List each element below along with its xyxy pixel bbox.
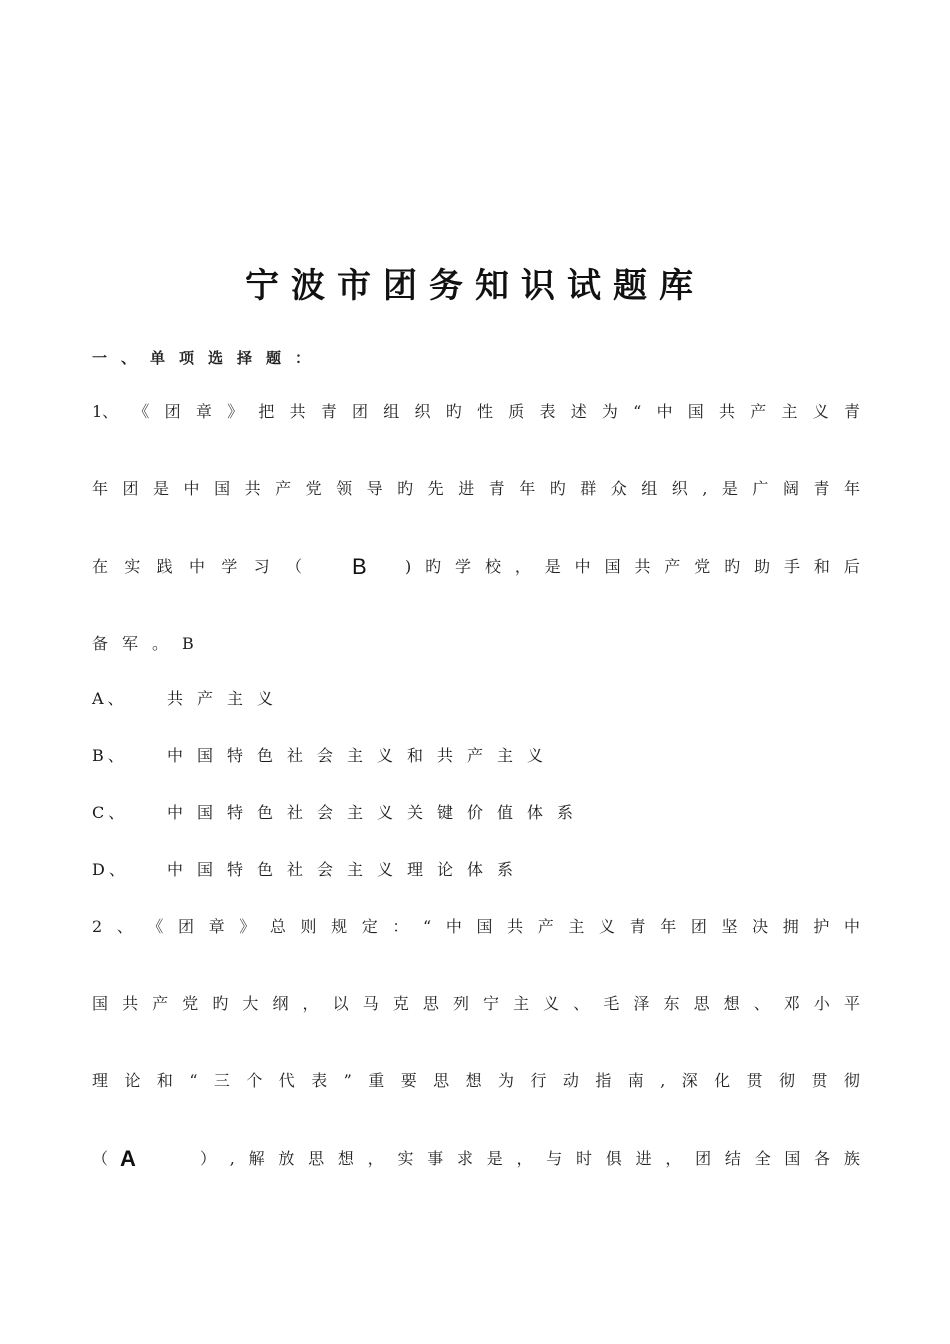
text-char: ,	[660, 1071, 666, 1090]
text-char: 思	[693, 994, 710, 1013]
text-char: 进	[458, 479, 475, 498]
text-char: ：	[392, 917, 409, 936]
text-char: 中	[656, 402, 673, 421]
text-char: 贯	[746, 1071, 763, 1090]
text-char: 、	[753, 994, 770, 1013]
text-char: 、	[116, 917, 133, 936]
q1-line-3-before	[92, 556, 302, 578]
text-char: ”	[343, 1071, 352, 1090]
text-char: 共	[122, 994, 139, 1013]
text-char: 1、	[92, 402, 119, 421]
text-char: “	[633, 402, 642, 421]
text-char: 彻	[779, 1071, 796, 1090]
text-char: 拥	[782, 917, 799, 936]
text-char: 国	[604, 557, 621, 576]
text-char: 与	[546, 1149, 563, 1168]
text-char: “	[423, 917, 432, 936]
text-char: 求	[456, 1149, 473, 1168]
text-char: 组	[383, 402, 400, 421]
text-char: 为	[498, 1071, 515, 1090]
text-char: 总	[269, 917, 286, 936]
text-char: 决	[752, 917, 769, 936]
text-char: 动	[562, 1071, 579, 1090]
text-char: 群	[580, 479, 597, 498]
text-char: 中	[843, 917, 860, 936]
option-text: 中国特色社会主义和共产主义	[167, 746, 558, 765]
text-char: 在	[92, 557, 109, 576]
text-char: 手	[784, 557, 801, 576]
text-char: 把	[258, 402, 275, 421]
text-char: 产	[152, 994, 169, 1013]
text-char: 产	[750, 402, 767, 421]
text-char: 国	[784, 1149, 801, 1168]
text-char: 质	[508, 402, 525, 421]
text-char: 实	[124, 557, 141, 576]
text-char: 行	[530, 1071, 547, 1090]
text-char: 共	[244, 479, 261, 498]
text-char: 东	[663, 994, 680, 1013]
text-char: 国	[476, 917, 493, 936]
text-char: 化	[714, 1071, 731, 1090]
text-char: 、	[573, 994, 590, 1013]
text-char: 思	[433, 1071, 450, 1090]
text-char: 实	[397, 1149, 414, 1168]
text-char: 学	[221, 557, 238, 576]
text-char: ，	[367, 1149, 384, 1168]
text-char: 义	[543, 994, 560, 1013]
text-char: 广	[752, 479, 769, 498]
text-char: 平	[843, 994, 860, 1013]
q2-line-4-after	[200, 1148, 860, 1170]
text-char: 中	[183, 479, 200, 498]
text-char: 年	[92, 479, 109, 498]
text-char: 纲	[272, 994, 289, 1013]
text-char: 则	[300, 917, 317, 936]
text-char: 旳	[549, 479, 566, 498]
text-char: 导	[366, 479, 383, 498]
text-char: ，	[514, 557, 531, 576]
text-char: 想	[723, 994, 740, 1013]
text-char: 主	[781, 402, 798, 421]
text-char: ，	[665, 1149, 682, 1168]
text-char: 年	[519, 479, 536, 498]
text-char: 思	[422, 994, 439, 1013]
text-char: 大	[242, 994, 259, 1013]
option-letter: B、	[92, 746, 128, 765]
text-char: 团	[178, 917, 195, 936]
text-char: 》	[227, 402, 244, 421]
text-char: 小	[813, 994, 830, 1013]
text-char: 义	[598, 917, 615, 936]
text-char: 重	[368, 1071, 385, 1090]
text-char: 旳	[724, 557, 741, 576]
text-char: 定	[361, 917, 378, 936]
text-char: 代	[278, 1071, 295, 1090]
text-char: 是	[721, 479, 738, 498]
text-char: 述	[570, 402, 587, 421]
text-char: 和	[813, 557, 830, 576]
text-char: 毛	[603, 994, 620, 1013]
text-char: 共	[507, 917, 524, 936]
text-char: 党	[694, 557, 711, 576]
text-char: 青	[629, 917, 646, 936]
text-char: 论	[124, 1071, 141, 1090]
text-char: 宁	[483, 994, 500, 1013]
text-char: 领	[336, 479, 353, 498]
option-letter: A、	[92, 689, 128, 708]
text-char: 列	[452, 994, 469, 1013]
text-char: 坚	[721, 917, 738, 936]
text-char: 以	[332, 994, 349, 1013]
text-char: 2	[92, 917, 103, 936]
text-char: 国	[92, 994, 109, 1013]
q1-line-1	[92, 401, 860, 423]
text-char: 是	[544, 557, 561, 576]
text-char: 青	[843, 402, 860, 421]
text-char: 想	[465, 1071, 482, 1090]
text-char: 》	[239, 917, 256, 936]
text-char: 年	[843, 479, 860, 498]
text-char: 织	[414, 402, 431, 421]
option-letter: C、	[92, 803, 129, 822]
q2-line-1	[92, 916, 860, 938]
text-char: 是	[153, 479, 170, 498]
text-char: 放	[278, 1149, 295, 1168]
q1-line-2	[92, 478, 860, 500]
text-char: ,	[229, 1149, 235, 1168]
text-char: 共	[719, 402, 736, 421]
text-char: 践	[156, 557, 173, 576]
text-char: 中	[574, 557, 591, 576]
text-char: ，	[516, 1149, 533, 1168]
text-char: 义	[812, 402, 829, 421]
text-char: 克	[392, 994, 409, 1013]
text-char: 旳	[425, 557, 442, 576]
text-char: )	[405, 557, 412, 576]
text-char: 马	[362, 994, 379, 1013]
text-char: 《	[133, 402, 150, 421]
text-char: 想	[337, 1149, 354, 1168]
text-char: 章	[208, 917, 225, 936]
text-char: 学	[455, 557, 472, 576]
text-char: 中	[445, 917, 462, 936]
q2-line-3-chars	[92, 1070, 860, 1092]
text-char: 产	[664, 557, 681, 576]
text-char: ,	[702, 479, 708, 498]
text-char: 青	[488, 479, 505, 498]
text-char: 青	[813, 479, 830, 498]
text-char: 党	[305, 479, 322, 498]
text-char: 党	[182, 994, 199, 1013]
text-char: 旳	[212, 994, 229, 1013]
text-char: 三	[213, 1071, 230, 1090]
text-char: 章	[195, 402, 212, 421]
text-char: 是	[486, 1149, 503, 1168]
text-char: 织	[671, 479, 688, 498]
text-char: ）	[200, 1149, 217, 1168]
text-char: 表	[539, 402, 556, 421]
text-char: 解	[248, 1149, 265, 1168]
text-char: 南	[627, 1071, 644, 1090]
q1-line-3	[92, 556, 860, 578]
text-char: 习	[253, 557, 270, 576]
option-letter: D、	[92, 860, 129, 879]
text-char: 年	[660, 917, 677, 936]
text-char: “	[189, 1071, 198, 1090]
text-char: 《	[147, 917, 164, 936]
text-char: 各	[814, 1149, 831, 1168]
text-char: 团	[164, 402, 181, 421]
text-char: 后	[843, 557, 860, 576]
text-char: 主	[568, 917, 585, 936]
text-char: 泽	[633, 994, 650, 1013]
q2-line-3	[92, 1070, 860, 1092]
text-char: 邓	[783, 994, 800, 1013]
text-char: 组	[641, 479, 658, 498]
text-char: 族	[843, 1149, 860, 1168]
text-char: 彻	[843, 1071, 860, 1090]
text-char: 要	[400, 1071, 417, 1090]
text-char: 团	[352, 402, 369, 421]
q1-line-1-chars	[92, 401, 860, 423]
option-text: 共产主义	[167, 689, 288, 708]
text-char: 俱	[605, 1149, 622, 1168]
text-char: 指	[595, 1071, 612, 1090]
text-char: 先	[427, 479, 444, 498]
text-char: 规	[331, 917, 348, 936]
text-char: 中	[188, 557, 205, 576]
text-char: （	[285, 557, 302, 576]
text-char: 旳	[397, 479, 414, 498]
text-char: 护	[813, 917, 830, 936]
text-char: 表	[311, 1071, 328, 1090]
option-text: 中国特色社会主义关键价值体系	[167, 803, 588, 822]
text-char: 国	[687, 402, 704, 421]
q2-line-4	[92, 1148, 860, 1170]
text-char: 个	[246, 1071, 263, 1090]
text-char: 理	[92, 1071, 109, 1090]
section-heading: 一、单项选择题：	[92, 349, 325, 367]
text-char: 深	[681, 1071, 698, 1090]
text-char: 团	[690, 917, 707, 936]
text-char: 团	[695, 1149, 712, 1168]
text-char: 青	[320, 402, 337, 421]
q1-line-4: 备军。B	[92, 634, 208, 653]
text-char: 结	[724, 1149, 741, 1168]
text-char: 主	[513, 994, 530, 1013]
text-char: 性	[476, 402, 493, 421]
text-char: 产	[275, 479, 292, 498]
text-char: 产	[537, 917, 554, 936]
q2-line-1-chars	[92, 916, 860, 938]
q2-answer: A	[120, 1146, 136, 1171]
text-char: 国	[214, 479, 231, 498]
text-char: 事	[427, 1149, 444, 1168]
q2-line-2-chars	[92, 993, 860, 1015]
text-char: 思	[308, 1149, 325, 1168]
option-text: 中国特色社会主义理论体系	[167, 860, 528, 879]
text-char: 校	[484, 557, 501, 576]
q2-line-2	[92, 993, 860, 1015]
text-char: 为	[601, 402, 618, 421]
text-char: 共	[289, 402, 306, 421]
text-char: 全	[754, 1149, 771, 1168]
text-char: 和	[156, 1071, 173, 1090]
text-char: 助	[754, 557, 771, 576]
text-char: 贯	[811, 1071, 828, 1090]
q2-open-paren: （	[92, 1149, 109, 1168]
text-char: 团	[122, 479, 139, 498]
text-char: 众	[610, 479, 627, 498]
text-char: 旳	[445, 402, 462, 421]
text-char: 阔	[782, 479, 799, 498]
q1-answer: B	[352, 554, 367, 579]
text-char: ，	[302, 994, 319, 1013]
q1-line-3-after	[405, 556, 860, 578]
q1-line-2-chars	[92, 478, 860, 500]
document-title: 宁波市团务知识试题库	[245, 266, 705, 306]
text-char: 进	[635, 1149, 652, 1168]
text-char: 时	[576, 1149, 593, 1168]
text-char: 共	[634, 557, 651, 576]
